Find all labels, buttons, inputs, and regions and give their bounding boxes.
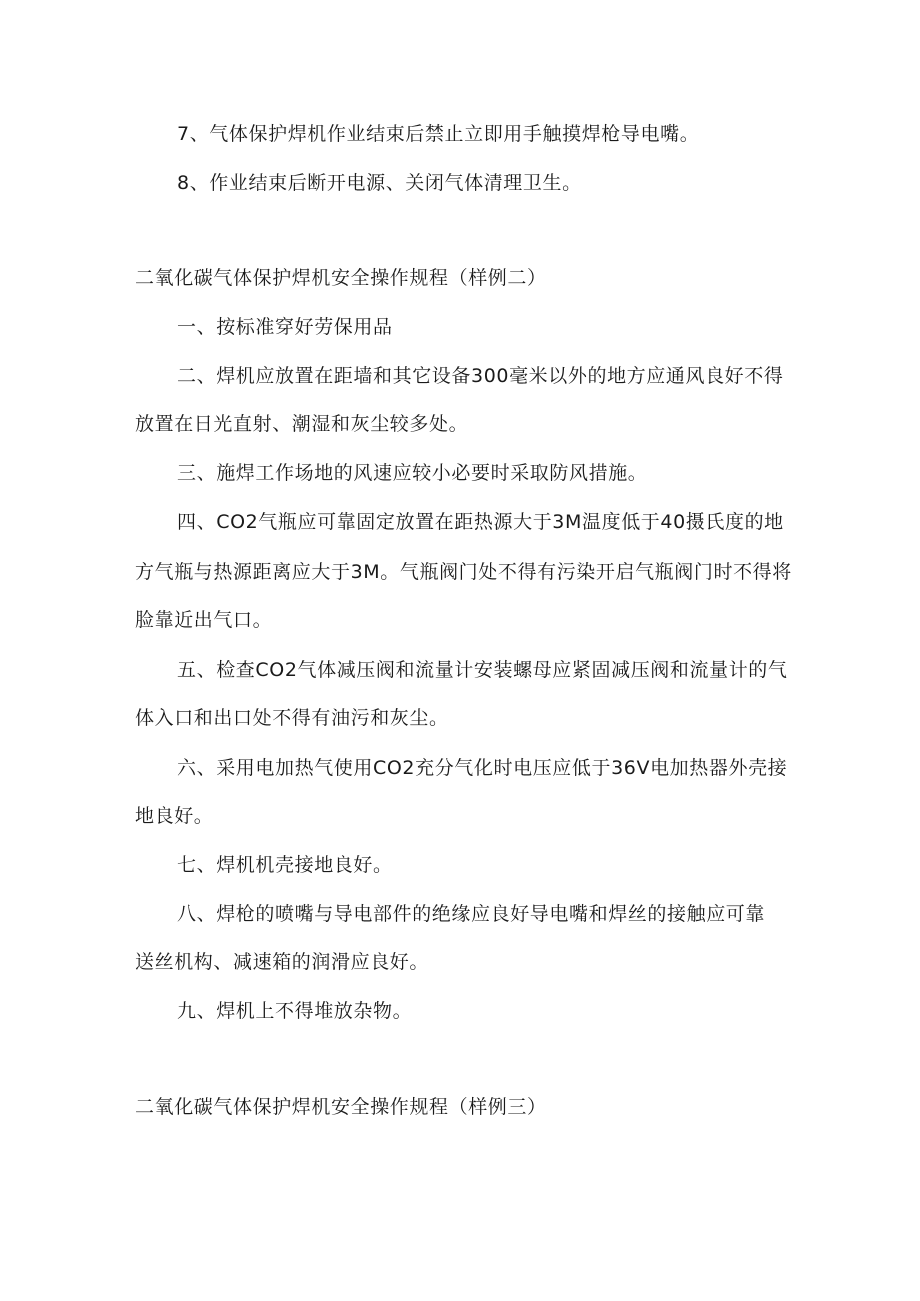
paragraph-item-1: 一、按标准穿好劳保用品 — [177, 316, 393, 338]
paragraph-item-7: 7、气体保护焊机作业结束后禁止立即用手触摸焊枪导电嘴。 — [177, 123, 700, 145]
section-title-sample-3: 二氧化碳气体保护焊机安全操作规程（样例三） — [135, 1096, 547, 1118]
paragraph-item-8-line-2: 送丝机构、减速箱的润滑应良好。 — [135, 951, 430, 973]
paragraph-item-2-line-2: 放置在日光直射、潮湿和灰尘较多处。 — [135, 413, 469, 435]
paragraph-item-2-line-1: 二、焊机应放置在距墙和其它设备300毫米以外的地方应通风良好不得 — [177, 365, 784, 387]
paragraph-item-5-line-1: 五、检查CO2气体减压阀和流量计安装螺母应紧固减压阀和流量计的气 — [177, 659, 788, 681]
paragraph-item-4-line-2: 方气瓶与热源距离应大于3M。气瓶阀门处不得有污染开启气瓶阀门时不得将 — [135, 561, 792, 583]
paragraph-item-7: 七、焊机机壳接地良好。 — [177, 854, 393, 876]
paragraph-item-4-line-3: 脸靠近出气口。 — [135, 609, 273, 631]
paragraph-item-9: 九、焊机上不得堆放杂物。 — [177, 1000, 413, 1022]
paragraph-item-8: 8、作业结束后断开电源、关闭气体清理卫生。 — [177, 172, 582, 194]
paragraph-item-3: 三、施焊工作场地的风速应较小必要时采取防风措施。 — [177, 462, 648, 484]
paragraph-item-6-line-2: 地良好。 — [135, 805, 214, 827]
paragraph-item-8-line-1: 八、焊枪的喷嘴与导电部件的绝缘应良好导电嘴和焊丝的接触应可靠 — [177, 903, 766, 925]
section-title-sample-2: 二氧化碳气体保护焊机安全操作规程（样例二） — [135, 267, 547, 289]
paragraph-item-6-line-1: 六、采用电加热气使用CO2充分气化时电压应低于36V电加热器外壳接 — [177, 757, 788, 779]
paragraph-item-4-line-1: 四、CO2气瓶应可靠固定放置在距热源大于3M温度低于40摄氏度的地 — [177, 511, 784, 533]
paragraph-item-5-line-2: 体入口和出口处不得有油污和灰尘。 — [135, 707, 449, 729]
